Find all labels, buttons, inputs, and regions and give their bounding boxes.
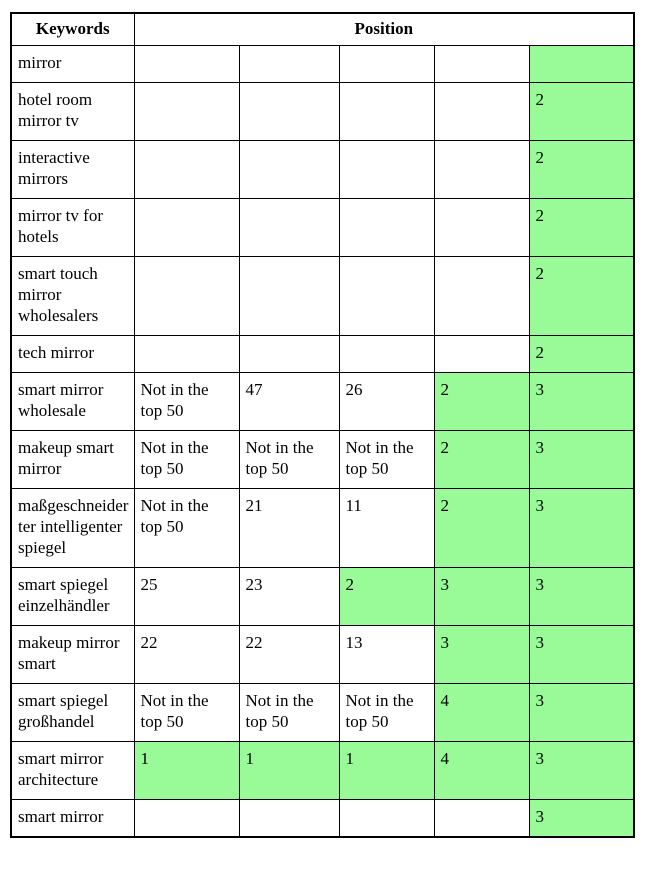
keyword-cell: smart mirror [11,800,134,838]
position-cell: 2 [434,489,529,568]
position-cell: Not in the top 50 [239,684,339,742]
position-cell [239,141,339,199]
position-cell: 2 [529,257,634,336]
position-cell: Not in the top 50 [339,684,434,742]
position-cell: 3 [529,742,634,800]
position-cell: Not in the top 50 [134,373,239,431]
position-cell [134,257,239,336]
table-row [11,431,634,489]
position-cell [239,46,339,83]
position-cell [529,46,634,83]
position-cell [339,141,434,199]
keyword-cell: makeup mirror smart [11,626,134,684]
position-cell: 11 [339,489,434,568]
position-cell: 3 [434,568,529,626]
position-cell: 22 [239,626,339,684]
position-cell [134,83,239,141]
table-row [11,199,634,257]
position-cell [434,257,529,336]
keyword-cell: smart mirror wholesale [11,373,134,431]
keyword-cell: interactive mirrors [11,141,134,199]
position-cell: 25 [134,568,239,626]
position-cell: 26 [339,373,434,431]
position-cell: 1 [339,742,434,800]
position-cell: 23 [239,568,339,626]
keyword-cell: makeup smart mirror [11,431,134,489]
position-cell [434,83,529,141]
position-cell: 4 [434,742,529,800]
table-row [11,626,634,684]
keyword-cell: mirror tv for hotels [11,199,134,257]
position-cell: 21 [239,489,339,568]
position-cell: Not in the top 50 [134,489,239,568]
position-cell [134,141,239,199]
keyword-position-table [10,12,635,838]
position-cell: 3 [529,684,634,742]
position-cell [434,46,529,83]
position-cell: 3 [434,626,529,684]
table-row [11,257,634,336]
position-cell: 3 [529,568,634,626]
keyword-cell: maßgeschneiderter intelligenter spiegel [11,489,134,568]
position-cell: 2 [529,141,634,199]
position-cell: 3 [529,373,634,431]
position-cell [134,336,239,373]
keyword-cell: smart spiegel großhandel [11,684,134,742]
position-cell [134,800,239,838]
table-row [11,141,634,199]
position-cell: 2 [434,431,529,489]
position-cell [339,83,434,141]
position-cell [239,800,339,838]
position-cell: 2 [529,199,634,257]
position-cell [434,199,529,257]
table-row [11,336,634,373]
position-cell [339,800,434,838]
position-cell [239,199,339,257]
position-cell: Not in the top 50 [339,431,434,489]
position-cell: Not in the top 50 [134,684,239,742]
position-cell [339,199,434,257]
table-body [11,46,634,838]
table-row [11,800,634,838]
table-row [11,83,634,141]
keyword-cell: tech mirror [11,336,134,373]
position-cell [339,46,434,83]
table-row [11,46,634,83]
position-cell: 3 [529,800,634,838]
position-cell: 3 [529,626,634,684]
keyword-cell: smart spiegel einzelhändler [11,568,134,626]
position-cell [239,257,339,336]
table-row [11,568,634,626]
table-row [11,489,634,568]
header-row [11,13,634,46]
position-cell [339,336,434,373]
position-cell [239,83,339,141]
position-cell: 3 [529,431,634,489]
position-cell: 1 [134,742,239,800]
keyword-cell: mirror [11,46,134,83]
position-cell [339,257,434,336]
position-cell: 2 [529,83,634,141]
position-cell [239,336,339,373]
position-cell [434,336,529,373]
position-cell: 47 [239,373,339,431]
position-cell: 13 [339,626,434,684]
position-cell: 3 [529,489,634,568]
keyword-cell: smart mirror architecture [11,742,134,800]
position-cell: 22 [134,626,239,684]
table-row [11,684,634,742]
keyword-cell: smart touch mirror wholesalers [11,257,134,336]
position-cell: Not in the top 50 [134,431,239,489]
keyword-cell: hotel room mirror tv [11,83,134,141]
position-cell [134,199,239,257]
table-row [11,373,634,431]
keywords-header: Keywords [11,13,134,46]
position-cell: 2 [529,336,634,373]
position-cell: 4 [434,684,529,742]
position-cell: 2 [434,373,529,431]
position-cell: 2 [339,568,434,626]
position-cell [434,141,529,199]
table-row [11,742,634,800]
position-cell [134,46,239,83]
position-cell: 1 [239,742,339,800]
position-cell: Not in the top 50 [239,431,339,489]
position-cell [434,800,529,838]
position-header: Position [134,13,634,46]
